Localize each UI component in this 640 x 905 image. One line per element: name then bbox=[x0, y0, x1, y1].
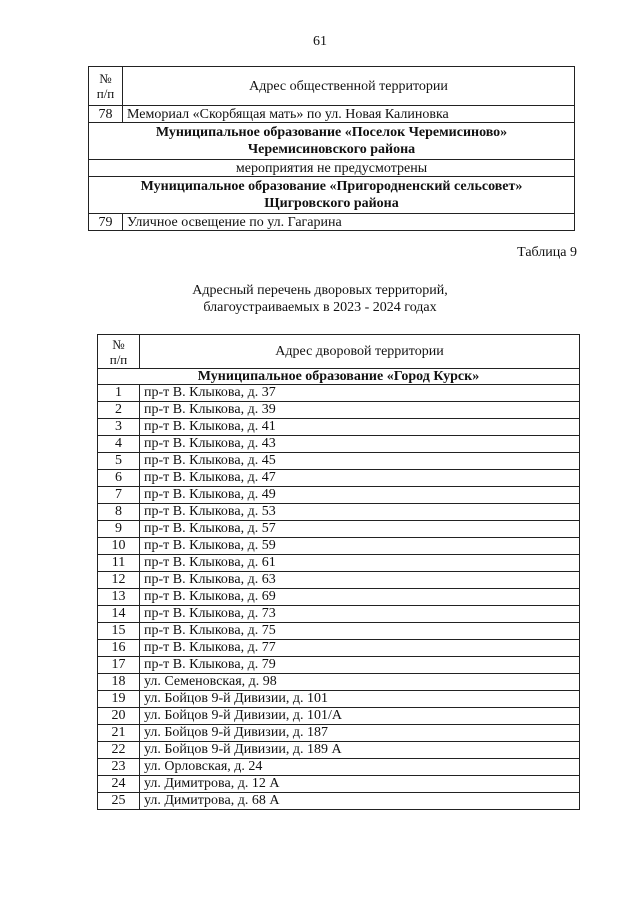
row-address: ул. Орловская, д. 24 bbox=[140, 759, 580, 776]
row-address: пр-т В. Клыкова, д. 77 bbox=[140, 640, 580, 657]
row-address: ул. Бойцов 9-й Дивизии, д. 189 А bbox=[140, 742, 580, 759]
row-number: 78 bbox=[89, 106, 123, 123]
section-row bbox=[98, 369, 580, 385]
table-row bbox=[98, 708, 580, 725]
table-row bbox=[98, 470, 580, 487]
table-row bbox=[98, 725, 580, 742]
table-title bbox=[0, 282, 640, 316]
table-row bbox=[98, 436, 580, 453]
row-number: 16 bbox=[98, 640, 140, 657]
row-address: пр-т В. Клыкова, д. 79 bbox=[140, 657, 580, 674]
table-header-row bbox=[89, 67, 575, 106]
section-heading bbox=[89, 177, 575, 214]
row-address: пр-т В. Клыкова, д. 37 bbox=[140, 385, 580, 402]
row-address: пр-т В. Клыкова, д. 59 bbox=[140, 538, 580, 555]
page-number: 61 bbox=[313, 34, 327, 49]
row-address: пр-т В. Клыкова, д. 47 bbox=[140, 470, 580, 487]
row-number: 2 bbox=[98, 402, 140, 419]
row-number: 21 bbox=[98, 725, 140, 742]
row-address: ул. Бойцов 9-й Дивизии, д. 187 bbox=[140, 725, 580, 742]
row-address: ул. Семеновская, д. 98 bbox=[140, 674, 580, 691]
table-row bbox=[98, 385, 580, 402]
row-number: 12 bbox=[98, 572, 140, 589]
row-number: 15 bbox=[98, 623, 140, 640]
row-address: пр-т В. Клыкова, д. 45 bbox=[140, 453, 580, 470]
table-row bbox=[89, 106, 575, 123]
table-row bbox=[98, 640, 580, 657]
row-address: пр-т В. Клыкова, д. 57 bbox=[140, 521, 580, 538]
note-text: мероприятия не предусмотрены bbox=[89, 160, 575, 177]
row-number: 17 bbox=[98, 657, 140, 674]
row-number: 11 bbox=[98, 555, 140, 572]
row-address: пр-т В. Клыкова, д. 39 bbox=[140, 402, 580, 419]
row-number: 7 bbox=[98, 487, 140, 504]
row-address: Мемориал «Скорбящая мать» по ул. Новая Калиновка bbox=[123, 106, 575, 123]
section-heading: Муниципальное образование «Город Курск» bbox=[98, 369, 580, 385]
table-row bbox=[98, 742, 580, 759]
section-heading-line: Щигровского района bbox=[264, 196, 399, 211]
number-abbrev: п/п bbox=[96, 86, 115, 101]
row-address: пр-т В. Клыкова, д. 63 bbox=[140, 572, 580, 589]
public-territories-table bbox=[88, 66, 575, 231]
row-number: 79 bbox=[89, 214, 123, 231]
address-column-header: Адрес общественной территории bbox=[123, 67, 575, 106]
note-row bbox=[89, 160, 575, 177]
table-row bbox=[89, 214, 575, 231]
table-row bbox=[98, 555, 580, 572]
table-caption: Таблица 9 bbox=[517, 245, 577, 260]
table-row bbox=[98, 572, 580, 589]
row-number: 4 bbox=[98, 436, 140, 453]
table-row bbox=[98, 487, 580, 504]
row-number: 10 bbox=[98, 538, 140, 555]
address-column-header: Адрес дворовой территории bbox=[140, 335, 580, 369]
row-address: пр-т В. Клыкова, д. 73 bbox=[140, 606, 580, 623]
row-address: пр-т В. Клыкова, д. 75 bbox=[140, 623, 580, 640]
table-title-line: Адресный перечень дворовых территорий, bbox=[192, 283, 448, 298]
row-number: 25 bbox=[98, 793, 140, 810]
row-number: 3 bbox=[98, 419, 140, 436]
number-column-header bbox=[98, 335, 140, 369]
section-heading-line: Муниципальное образование «Поселок Черемисиново» bbox=[155, 125, 508, 140]
number-column-header bbox=[89, 67, 123, 106]
row-address: пр-т В. Клыкова, д. 41 bbox=[140, 419, 580, 436]
row-number: 5 bbox=[98, 453, 140, 470]
row-number: 8 bbox=[98, 504, 140, 521]
table-row bbox=[98, 419, 580, 436]
row-address: ул. Бойцов 9-й Дивизии, д. 101 bbox=[140, 691, 580, 708]
section-heading bbox=[89, 123, 575, 160]
row-address: ул. Бойцов 9-й Дивизии, д. 101/А bbox=[140, 708, 580, 725]
row-number: 19 bbox=[98, 691, 140, 708]
table-row bbox=[98, 453, 580, 470]
row-address: пр-т В. Клыкова, д. 49 bbox=[140, 487, 580, 504]
row-number: 1 bbox=[98, 385, 140, 402]
row-address: ул. Димитрова, д. 12 А bbox=[140, 776, 580, 793]
row-number: 9 bbox=[98, 521, 140, 538]
table-header-row bbox=[98, 335, 580, 369]
row-number: 24 bbox=[98, 776, 140, 793]
table-row bbox=[98, 623, 580, 640]
row-number: 20 bbox=[98, 708, 140, 725]
table-row bbox=[98, 793, 580, 810]
number-sign: № bbox=[112, 336, 125, 352]
table-row bbox=[98, 776, 580, 793]
table-row bbox=[98, 674, 580, 691]
table-row bbox=[98, 606, 580, 623]
table-row bbox=[98, 504, 580, 521]
section-row bbox=[89, 177, 575, 214]
row-address: пр-т В. Клыкова, д. 43 bbox=[140, 436, 580, 453]
table-row bbox=[98, 402, 580, 419]
row-number: 6 bbox=[98, 470, 140, 487]
row-address: пр-т В. Клыкова, д. 53 bbox=[140, 504, 580, 521]
section-row bbox=[89, 123, 575, 160]
section-heading-line: Муниципальное образование «Пригородненский сельсовет» bbox=[140, 179, 523, 194]
row-address: ул. Димитрова, д. 68 А bbox=[140, 793, 580, 810]
number-abbrev: п/п bbox=[109, 351, 128, 367]
row-address: пр-т В. Клыкова, д. 69 bbox=[140, 589, 580, 606]
courtyard-territories-table bbox=[97, 334, 580, 810]
table-row bbox=[98, 589, 580, 606]
table-row bbox=[98, 538, 580, 555]
row-address: пр-т В. Клыкова, д. 61 bbox=[140, 555, 580, 572]
row-number: 13 bbox=[98, 589, 140, 606]
table-row bbox=[98, 657, 580, 674]
row-number: 14 bbox=[98, 606, 140, 623]
table-row bbox=[98, 691, 580, 708]
row-number: 22 bbox=[98, 742, 140, 759]
table-row bbox=[98, 521, 580, 538]
section-heading-line: Черемисиновского района bbox=[247, 142, 416, 157]
row-number: 23 bbox=[98, 759, 140, 776]
table-title-line: благоустраиваемых в 2023 - 2024 годах bbox=[203, 300, 437, 315]
row-number: 18 bbox=[98, 674, 140, 691]
table-row bbox=[98, 759, 580, 776]
row-address: Уличное освещение по ул. Гагарина bbox=[123, 214, 575, 231]
number-sign: № bbox=[99, 71, 112, 86]
